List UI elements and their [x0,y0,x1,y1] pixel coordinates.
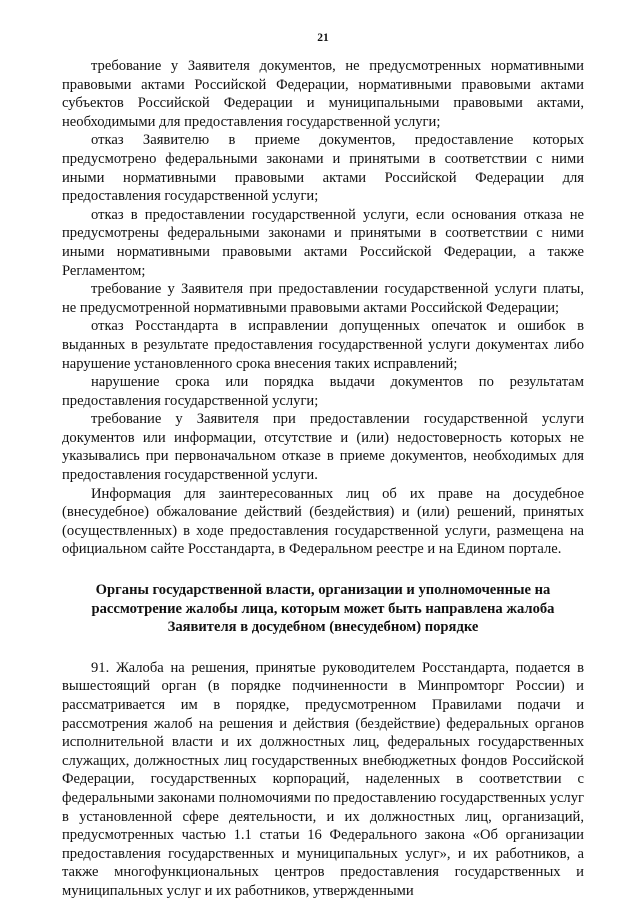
paragraph-refusal-accept-documents: отказ Заявителю в приеме документов, предоставление которых предусмотрено федеральными законами и принятыми в соответствии с ними иными нормативными правовыми актами Российской Федерации для предоставления государственной услуги; [62,132,584,205]
section-heading: Органы государственной власти, организации и уполномоченные на рассмотрение жалобы лица, которым может быть направлена жалоба Заявителя в досудебном (внесудебном) порядке [91,582,555,636]
paragraph-violation-deadline: нарушение срока или порядка выдачи документов по результатам предоставления государственной услуги; [62,374,584,409]
page-number: 21 [317,32,329,44]
paragraph-requirement-documents: требование у Заявителя документов, не предусмотренных нормативными правовыми актами Российской Федерации, нормативными правовыми актами субъектов Российской Федерации и муниципальными правовыми актами, необходимыми для предоставления государственной услуги; [62,58,584,130]
paragraph-refusal-provision: отказ в предоставлении государственной услуги, если основания отказа не предусмотрены федеральными законами и принятыми в соответствии с ними иными нормативными правовыми актами Российской Федерации, а также Регламентом; [62,206,584,279]
paragraph-requirement-fee: требование у Заявителя при предоставлении государственной услуги платы, не предусмотренной нормативными правовыми актами Российской Федерации; [62,281,584,316]
paragraph-requirement-information: требование у Заявителя при предоставлении государственной услуги документов или информации, отсутствие и (или) недостоверность которых не указывались при первоначальном отказе в приеме документов, необходимых для предоставления государственной услуги. [62,411,584,484]
paragraph-refusal-corrections: отказ Росстандарта в исправлении допущенных опечаток и ошибок в выданных в результате предоставления государственной услуги документах либо нарушение установленного срока внесения таких исправлений; [62,318,584,372]
paragraph-91: 91. Жалоба на решения, принятые руководителем Росстандарта, подается в вышестоящий орган (в порядке подчиненности в Минпромторг России) и рассматривается им в порядке, предусмотренном Правилами подачи и рассмотрения жалоб на решения и действия (бездействие) федеральных органов исполнительной власти и их должностных лиц, федеральных государственных служащих, должностных лиц государственных внебюджетных фондов Российской Федерации, государственных корпораций, наделенных в соответствии с федеральными законами полномочиями по предоставлению государственных услуг в установленной сфере деятельности, и их должностных лиц, организаций, предусмотренных частью 1.1 статьи 16 Федерального закона «Об организации предоставления государственных и муниципальных услуг», и их работников, а также многофункциональных центров предоставления государственных и муниципальных услуг и их работников, утвержденными [62,659,584,899]
paragraph-information-rights: Информация для заинтересованных лиц об их праве на досудебное (внесудебное) обжалование действий (бездействия) и (или) решений, принятых (осуществленных) в ходе предоставления государственной услуги, размещена на официальном сайте Росстандарта, в Федеральном реестре и на Едином портале. [62,485,584,558]
